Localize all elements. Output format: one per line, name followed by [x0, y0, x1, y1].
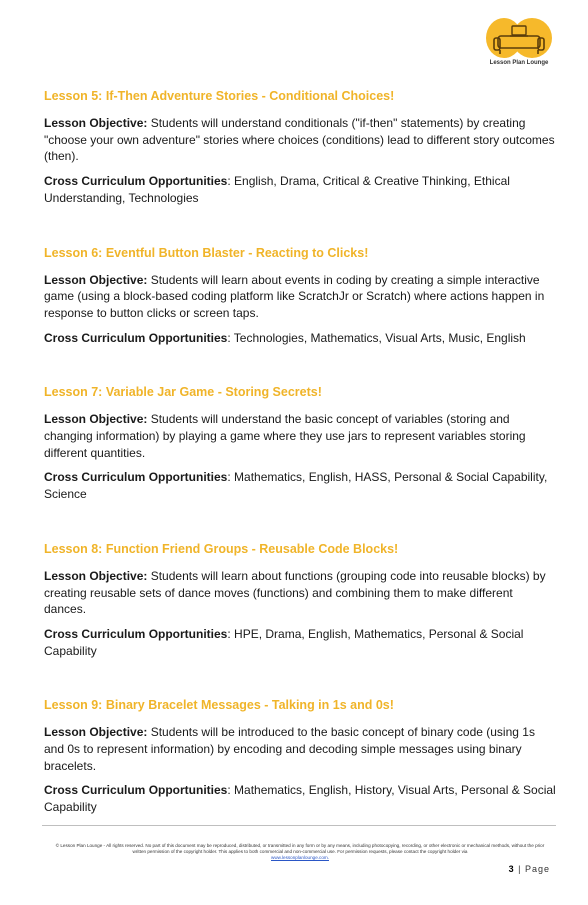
objective-label: Lesson Objective: [44, 272, 148, 287]
cross-curriculum-text: : HPE, Drama, English, Mathematics, Personal & Social Capability [44, 626, 524, 658]
lesson-list [44, 88, 556, 854]
lesson-objective [44, 411, 556, 461]
cross-curriculum [44, 330, 556, 347]
objective-label: Lesson Objective: [44, 725, 148, 740]
page-number [509, 864, 550, 874]
lesson-objective [44, 115, 556, 165]
cross-curriculum [44, 626, 556, 659]
objective-label: Lesson Objective: [44, 568, 148, 583]
lesson-item [44, 384, 556, 503]
page-label: | Page [518, 864, 550, 874]
copyright-text: © Lesson Plan Lounge - All rights reserved. No part of this document may be reproduced, distributed, or transmitted in any form or by any means, including photocopying, recording, or other electronic or mechanical methods, without the prior written permission of the copyright holder. This applies to both commercial and non-commercial use. For permission requests, please contact the copyright holder via [55, 843, 545, 855]
lesson-objective [44, 272, 556, 322]
logo-text: Lesson Plan Lounge [489, 60, 549, 66]
lesson-title: Lesson 8: Function Friend Groups - Reusable Code Blocks! [44, 541, 399, 556]
cross-curriculum-label: Cross Curriculum Opportunities [44, 783, 228, 798]
cross-curriculum [44, 469, 556, 502]
couch-laptop-logo-icon [484, 16, 554, 62]
cross-curriculum-text: : Mathematics, English, HASS, Personal & Social Capability, Science [44, 470, 548, 502]
objective-label: Lesson Objective: [44, 412, 148, 427]
footer-divider [42, 825, 556, 826]
cross-curriculum-text: : English, Drama, Critical & Creative Thinking, Ethical Understanding, Technologies [44, 174, 510, 205]
objective-text: Students will understand the basic concept of variables (storing and changing information) by playing a game where they use jars to represent variables storing different quantities. [44, 412, 526, 460]
cross-curriculum-label: Cross Curriculum Opportunities [44, 174, 228, 189]
lesson-objective [44, 568, 556, 618]
lesson-title: Lesson 7: Variable Jar Game - Storing Secrets! [44, 385, 322, 400]
lesson-title: Lesson 5: If-Then Adventure Stories - Conditional Choices! [44, 89, 395, 103]
objective-text: Students will be introduced to the basic concept of binary code (using 1s and 0s to represent information) by encoding and decoding simple messages using binary bracelets. [44, 725, 535, 773]
lesson-item [44, 541, 556, 660]
objective-text: Students will learn about functions (grouping code into reusable blocks) by creating reusable sets of dance moves (functions) and combining them to make different dances. [44, 568, 546, 617]
cross-curriculum [44, 782, 556, 815]
cross-curriculum-text: : Mathematics, English, History, Visual Arts, Personal & Social Capability [44, 783, 556, 815]
objective-text: Students will understand conditionals ("if-then" statements) by creating "choose your own adventure" stories where choices (conditions) lead to different story outcomes (then). [44, 116, 555, 164]
lesson-item [44, 88, 556, 207]
cross-curriculum-label: Cross Curriculum Opportunities [44, 470, 228, 485]
cross-curriculum-label: Cross Curriculum Opportunities [44, 626, 228, 641]
cross-curriculum-label: Cross Curriculum Opportunities [44, 330, 228, 345]
lesson-item [44, 245, 556, 347]
cross-curriculum [44, 173, 556, 206]
lesson-title: Lesson 6: Eventful Button Blaster - Reacting to Clicks! [44, 245, 369, 260]
cross-curriculum-text: : Technologies, Mathematics, Visual Arts, Music, English [227, 330, 526, 345]
lesson-objective [44, 724, 556, 774]
lesson-title: Lesson 9: Binary Bracelet Messages - Talking in 1s and 0s! [44, 698, 394, 713]
objective-label: Lesson Objective: [44, 116, 148, 130]
lesson-item [44, 697, 556, 816]
objective-text: Students will learn about events in coding by creating a simple interactive game (using a block-based coding platform like ScratchJr or Scratch) where actions happen in response to button clicks or screen taps. [44, 272, 545, 320]
page-number-value: 3 [508, 864, 515, 874]
footer-copyright [50, 843, 550, 862]
footer-website-link[interactable]: www.lessonplanlounge.com. [271, 855, 329, 861]
